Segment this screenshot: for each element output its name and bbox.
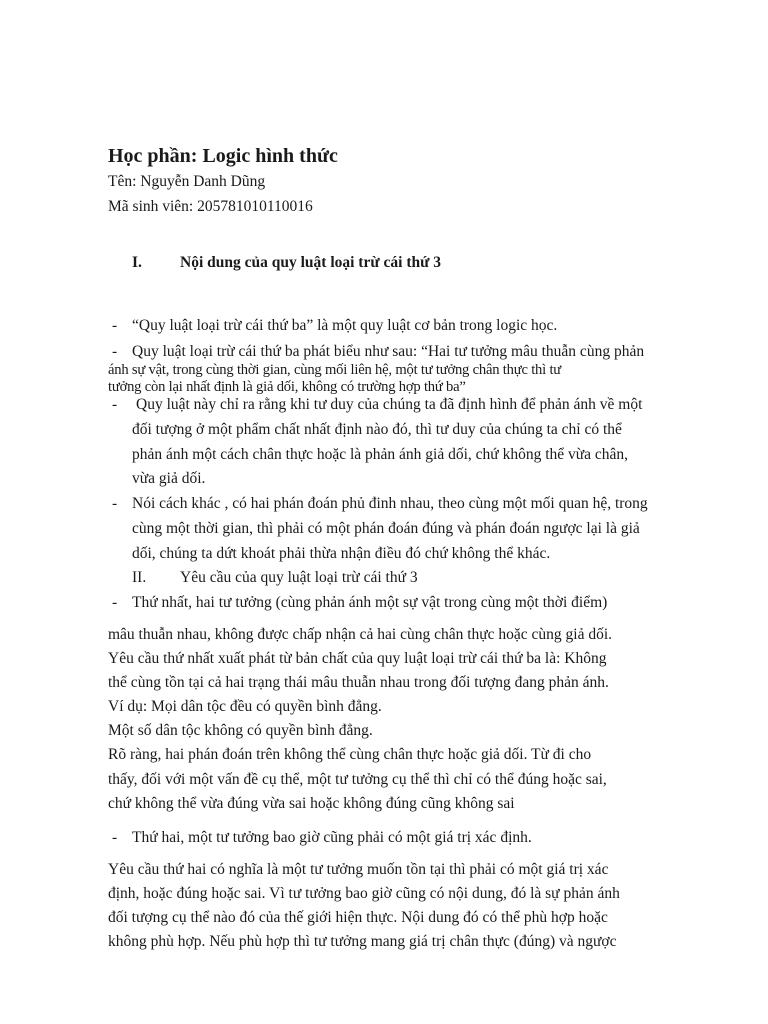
paragraph-line: thể cùng tồn tại cả hai trạng thái mâu thuẫn nhau trong đối tượng đang phản ánh. [108,674,609,691]
bullet-text: phản ánh một cách chân thực hoặc là phản ánh giả dối, chứ không thể vừa chân, [132,446,629,463]
section-number: I. [132,254,142,271]
student-id: Mã sinh viên: 205781010110016 [108,198,313,215]
bullet-text: dối, chúng ta dứt khoát phải thừa nhận điều đó chứ không thể khác. [132,545,551,562]
paragraph-line: Yêu cầu thứ hai có nghĩa là một tư tưởng muốn tồn tại thì phải có một giá trị xác [108,861,609,878]
section-heading: Nội dung của quy luật loại trừ cái thứ 3 [180,254,442,271]
bullet-text: Thứ nhất, hai tư tưởng (cùng phản ánh một sự vật trong cùng một thời điểm) [132,594,608,611]
bullet-dash: - [112,829,118,846]
bullet-text: đối tượng ở một phẩm chất nhất định nào đó, thì tư duy của chúng ta chỉ có thể [132,421,622,438]
bullet-text: tưởng còn lại nhất định là giả dối, không có trường hợp thứ ba” [108,379,466,395]
bullet-text: Thứ hai, một tư tưởng bao giờ cũng phải có một giá trị xác định. [132,829,532,846]
paragraph-line: chứ không thể vừa đúng vừa sai hoặc không đúng cũng không sai [108,795,515,812]
course-title: Học phần: Logic hình thức [108,145,338,167]
bullet-dash: - [112,495,118,512]
bullet-dash: - [112,317,118,334]
bullet-text: ánh sự vật, trong cùng thời gian, cùng mối liên hệ, một tư tưởng chân thực thì tư [108,362,562,378]
section-number: II. [132,569,147,586]
bullet-text: cùng một thời gian, thì phải có một phán đoán đúng và phán đoán ngược lại là giả [132,520,640,537]
paragraph-line: Rõ ràng, hai phán đoán trên không thể cùng chân thực hoặc giả dối. Từ đi cho [108,746,592,763]
paragraph-line: Ví dụ: Mọi dân tộc đều có quyền bình đẳng. [108,698,382,715]
bullet-text: Quy luật này chỉ ra rằng khi tư duy của chúng ta đã định hình để phản ánh về một [136,396,643,413]
bullet-dash: - [112,343,118,360]
bullet-dash: - [112,594,118,611]
paragraph-line: Yêu cầu thứ nhất xuất phát từ bản chất của quy luật loại trừ cái thứ ba là: Không [108,650,607,667]
section-heading: Yêu cầu của quy luật loại trừ cái thứ 3 [180,569,418,586]
bullet-text: Nói cách khác , có hai phán đoán phủ đinh nhau, theo cùng một mối quan hệ, trong [132,495,648,512]
bullet-dash: - [112,396,118,413]
paragraph-line: không phù hợp. Nếu phù hợp thì tư tưởng mang giá trị chân thực (đúng) và ngược [108,933,617,950]
paragraph-line: mâu thuẫn nhau, không được chấp nhận cả hai cùng chân thực hoặc cùng giả dối. [108,626,613,643]
paragraph-line: Một số dân tộc không có quyền bình đẳng. [108,722,373,739]
paragraph-line: thấy, đối với một vấn đề cụ thể, một tư tưởng cụ thể thì chỉ có thể đúng hoặc sai, [108,771,607,788]
student-name: Tên: Nguyễn Danh Dũng [108,173,266,190]
bullet-text: Quy luật loại trừ cái thứ ba phát biểu như sau: “Hai tư tưởng mâu thuẫn cùng phản [132,343,645,360]
bullet-text: vừa giả dối. [132,470,206,487]
paragraph-line: đối tượng cụ thể nào đó của thế giới hiện thực. Nội dung đó có thể phù hợp hoặc [108,909,608,926]
paragraph-line: định, hoặc đúng hoặc sai. Vì tư tưởng bao giờ cũng có nội dung, đó là sự phản ánh [108,885,620,902]
bullet-text: “Quy luật loại trừ cái thứ ba” là một quy luật cơ bản trong logic học. [132,317,558,334]
